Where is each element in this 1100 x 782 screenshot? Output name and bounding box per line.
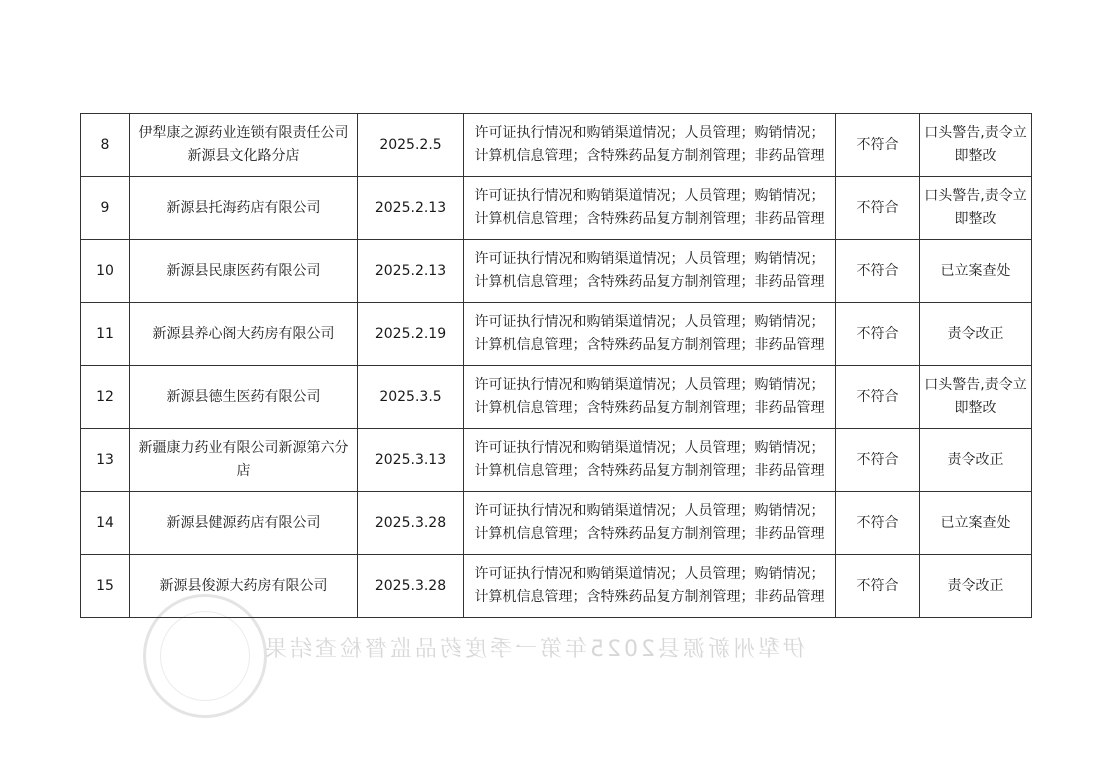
inspection-result: 不符合 (836, 303, 920, 366)
row-number: 11 (81, 303, 130, 366)
inspection-items (464, 429, 836, 492)
handling-action: 已立案查处 (920, 240, 1032, 303)
inspection-items-line1: 许可证执行情况和购销渠道情况；人员管理；购销情况； (474, 503, 825, 519)
company-name: 伊犁康之源药业连锁有限责任公司新源县文化路分店 (130, 114, 358, 177)
inspection-items-line2: 计算机信息管理；含特殊药品复方制剂管理；非药品管理 (474, 463, 825, 479)
company-name: 新源县托海药店有限公司 (130, 177, 358, 240)
handling-action: 责令改正 (920, 555, 1032, 618)
row-number: 13 (81, 429, 130, 492)
inspection-result: 不符合 (836, 555, 920, 618)
inspection-items-line2: 计算机信息管理；含特殊药品复方制剂管理；非药品管理 (474, 211, 825, 227)
handling-action: 口头警告,责令立即整改 (920, 177, 1032, 240)
company-name: 新源县德生医药有限公司 (130, 366, 358, 429)
inspection-result: 不符合 (836, 366, 920, 429)
inspection-result: 不符合 (836, 177, 920, 240)
inspection-date: 2025.3.13 (358, 429, 464, 492)
handling-action: 口头警告,责令立即整改 (920, 114, 1032, 177)
inspection-items (464, 240, 836, 303)
inspection-items (464, 366, 836, 429)
table-row (81, 429, 1032, 492)
inspection-date: 2025.2.13 (358, 177, 464, 240)
inspection-items (464, 303, 836, 366)
table-row (81, 555, 1032, 618)
inspection-items-line1: 许可证执行情况和购销渠道情况；人员管理；购销情况； (474, 188, 825, 204)
inspection-items (464, 114, 836, 177)
inspection-items-line2: 计算机信息管理；含特殊药品复方制剂管理；非药品管理 (474, 526, 825, 542)
table-row (81, 177, 1032, 240)
inspection-date: 2025.2.19 (358, 303, 464, 366)
inspection-result: 不符合 (836, 114, 920, 177)
row-number: 8 (81, 114, 130, 177)
inspection-items-line1: 许可证执行情况和购销渠道情况；人员管理；购销情况； (474, 440, 825, 456)
table-row (81, 303, 1032, 366)
inspection-items-line1: 许可证执行情况和购销渠道情况；人员管理；购销情况； (474, 566, 825, 582)
company-name: 新源县俊源大药房有限公司 (130, 555, 358, 618)
company-name: 新源县健源药店有限公司 (130, 492, 358, 555)
inspection-items-line2: 计算机信息管理；含特殊药品复方制剂管理；非药品管理 (474, 274, 825, 290)
handling-action: 责令改正 (920, 303, 1032, 366)
inspection-results-table (80, 113, 1032, 618)
handling-action: 已立案查处 (920, 492, 1032, 555)
inspection-items (464, 492, 836, 555)
inspection-items-line2: 计算机信息管理；含特殊药品复方制剂管理；非药品管理 (474, 337, 825, 353)
row-number: 12 (81, 366, 130, 429)
row-number: 15 (81, 555, 130, 618)
table-row (81, 366, 1032, 429)
inspection-date: 2025.3.5 (358, 366, 464, 429)
inspection-items-line1: 许可证执行情况和购销渠道情况；人员管理；购销情况； (474, 377, 825, 393)
company-name: 新源县民康医药有限公司 (130, 240, 358, 303)
inspection-date: 2025.3.28 (358, 492, 464, 555)
inspection-items-line2: 计算机信息管理；含特殊药品复方制剂管理；非药品管理 (474, 148, 825, 164)
inspection-date: 2025.3.28 (358, 555, 464, 618)
inspection-items-line1: 许可证执行情况和购销渠道情况；人员管理；购销情况； (474, 125, 825, 141)
table-row (81, 492, 1032, 555)
handling-action: 责令改正 (920, 429, 1032, 492)
handling-action: 口头警告,责令立即整改 (920, 366, 1032, 429)
inspection-result: 不符合 (836, 240, 920, 303)
inspection-items-line2: 计算机信息管理；含特殊药品复方制剂管理；非药品管理 (474, 589, 825, 605)
inspection-date: 2025.2.5 (358, 114, 464, 177)
inspection-items (464, 177, 836, 240)
inspection-items-line2: 计算机信息管理；含特殊药品复方制剂管理；非药品管理 (474, 400, 825, 416)
table-row (81, 240, 1032, 303)
inspection-items (464, 555, 836, 618)
company-name: 新疆康力药业有限公司新源第六分店 (130, 429, 358, 492)
mirrored-footer-showthrough: 伊犁州新源县2025年第一季度药品监督检查结果 (262, 637, 805, 662)
row-number: 14 (81, 492, 130, 555)
inspection-items-line1: 许可证执行情况和购销渠道情况；人员管理；购销情况； (474, 251, 825, 267)
company-name: 新源县养心阁大药房有限公司 (130, 303, 358, 366)
table-row (81, 114, 1032, 177)
inspection-date: 2025.2.13 (358, 240, 464, 303)
inspection-items-line1: 许可证执行情况和购销渠道情况；人员管理；购销情况； (474, 314, 825, 330)
row-number: 9 (81, 177, 130, 240)
inspection-result: 不符合 (836, 429, 920, 492)
inspection-result: 不符合 (836, 492, 920, 555)
row-number: 10 (81, 240, 130, 303)
